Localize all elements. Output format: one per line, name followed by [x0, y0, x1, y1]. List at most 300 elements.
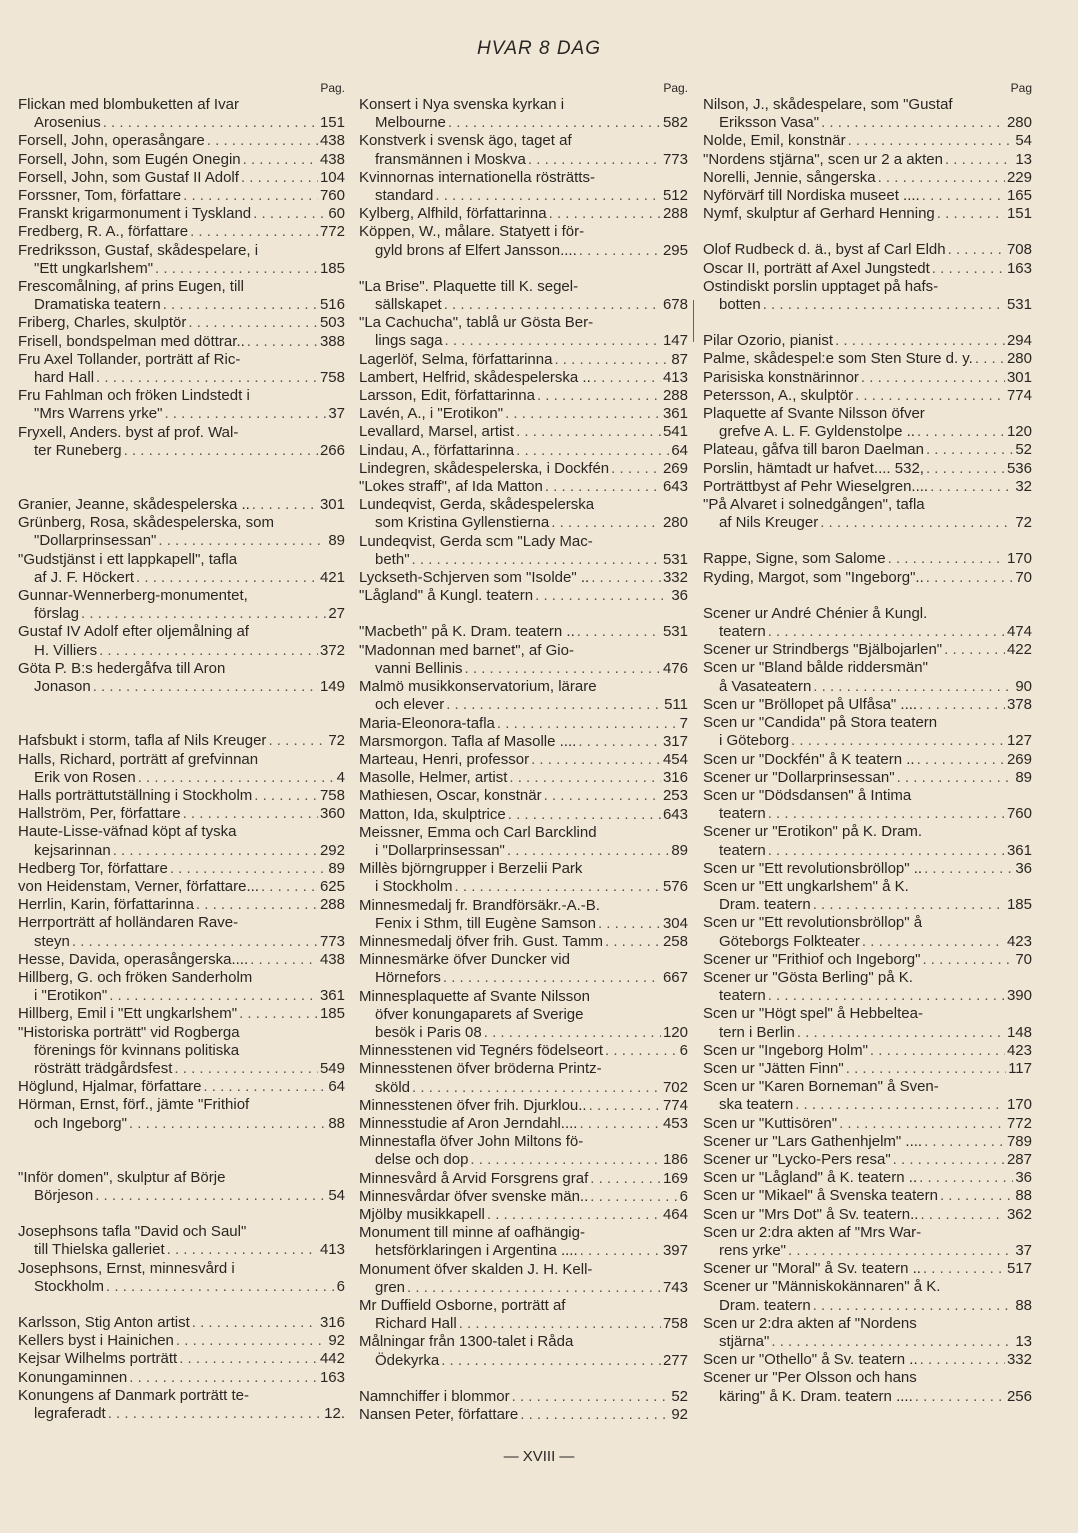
entry-text: Minnesvård å Arvid Forsgrens graf [359, 1169, 589, 1187]
dot-leader [531, 751, 661, 769]
entry-title: Lundeqvist, Gerda, skådespelerska [359, 496, 595, 514]
entry-page-number: 758 [319, 369, 345, 387]
entry-text: beth" [375, 550, 410, 568]
index-entry [359, 169, 688, 205]
entry-page-number: 87 [671, 350, 688, 368]
entry-title: Köppen, W., målare. Statyett i för- [359, 223, 585, 241]
dot-leader [109, 987, 318, 1005]
entry-text: Nyförvärf till Nordiska museet .... [703, 187, 920, 205]
entry-page-number: 390 [1006, 987, 1032, 1005]
entry-text: Minnesstudie af Aron Jerndahl.... [359, 1114, 578, 1132]
entry-title: Scen ur "Candida" på Stora teatern [703, 714, 938, 732]
dot-leader [768, 842, 1005, 860]
entry-title: "Madonnan med barnet", af Gio- [359, 641, 574, 659]
index-entry [359, 1224, 688, 1260]
dot-leader [179, 1350, 318, 1368]
dot-leader [839, 1115, 1005, 1133]
entry-page-number: 702 [662, 1078, 688, 1096]
index-entry [703, 969, 1032, 1005]
index-entry [18, 496, 345, 514]
entry-page-number: 12. [324, 1405, 345, 1422]
entry-title: Kvinnornas internationella rösträtts- [359, 168, 595, 186]
entry-page-number: 92 [328, 1332, 345, 1350]
entry-page-number: 361 [319, 987, 345, 1005]
dot-leader [862, 933, 1005, 951]
entry-page-number: 269 [1006, 750, 1032, 768]
entry-text: Porslin, hämtadt ur hafvet.... 532, [703, 459, 924, 477]
dot-leader [412, 1079, 661, 1097]
index-entry [18, 751, 345, 787]
index-column-1 [18, 80, 345, 1423]
dot-leader [124, 442, 318, 460]
entry-page-number: 72 [328, 732, 345, 750]
index-entry [359, 587, 688, 605]
index-entry [359, 951, 688, 987]
index-entry [359, 1333, 688, 1369]
entry-page-number: 37 [1015, 1241, 1032, 1259]
entry-text: Levallard, Marsel, artist [359, 423, 515, 441]
entry-page-number: 423 [1006, 932, 1032, 950]
entry-page-number: 442 [319, 1350, 345, 1368]
index-entry [703, 441, 1032, 459]
index-entry [18, 514, 345, 550]
index-entry [359, 623, 688, 641]
dot-leader [813, 1297, 1014, 1315]
index-entry [18, 860, 345, 878]
index-entry [359, 405, 688, 423]
entry-page-number: 92 [671, 1406, 688, 1424]
entry-page-number: 70 [1015, 950, 1032, 968]
entry-page-number: 453 [662, 1114, 688, 1132]
dot-leader [797, 1024, 1005, 1042]
entry-page-number: 316 [662, 769, 688, 787]
dot-leader [516, 423, 661, 441]
entry-title: Scen ur "Dödsdansen" å Intima [703, 786, 912, 804]
entry-title: Scen ur "Högt spel" å Hebbeltea- [703, 1005, 923, 1023]
entry-page-number: 772 [319, 223, 345, 241]
index-entry [703, 205, 1032, 223]
dot-leader [579, 242, 661, 260]
index-entry [703, 132, 1032, 150]
dot-leader [549, 205, 661, 223]
index-entry [703, 1115, 1032, 1133]
entry-text: Norelli, Jennie, sångerska [703, 168, 876, 186]
entry-page-number: 280 [1006, 350, 1032, 368]
index-entry [703, 332, 1032, 350]
entry-page-number: 60 [328, 205, 345, 223]
index-column-2 [359, 80, 688, 1424]
entry-page-number: 117 [1008, 1059, 1032, 1077]
dot-leader [520, 1406, 669, 1424]
entry-text: "Lokes straff", af Ida Matton [359, 478, 543, 496]
entry-page-number: 332 [662, 569, 688, 587]
dot-leader [239, 1005, 318, 1023]
entry-page-number: 625 [319, 877, 345, 895]
entry-page-number: 476 [662, 659, 688, 677]
entry-text: sköld [375, 1078, 411, 1096]
entry-page-number: 6 [679, 1187, 688, 1205]
dot-leader [577, 623, 661, 641]
section-gap [703, 587, 1032, 605]
entry-page-number: 304 [662, 914, 688, 932]
entry-title: Scener ur André Chénier å Kungl. [703, 604, 928, 622]
dot-leader [250, 951, 318, 969]
entry-text: steyn [34, 932, 70, 950]
dot-leader [528, 151, 661, 169]
index-entry [703, 1260, 1032, 1278]
entry-title: Scen ur 2:dra akten af "Nordens [703, 1314, 917, 1332]
index-entry [359, 205, 688, 223]
entry-text: Matton, Ida, skulptrice [359, 805, 506, 823]
index-entry [703, 1151, 1032, 1169]
dot-leader [821, 114, 1005, 132]
entry-text: Melbourne [375, 114, 446, 132]
dot-leader [888, 550, 1005, 568]
entry-text: gyld brons af Elfert Jansson.... [375, 241, 577, 259]
entry-text: Hafsbukt i storm, tafla af Nils Kreuger [18, 732, 267, 750]
entry-title: Ostindiskt porslin upptaget på hafs- [703, 277, 939, 295]
index-entry [359, 988, 688, 1043]
entry-page-number: 413 [662, 368, 688, 386]
index-entry [703, 169, 1032, 187]
entry-title: Meissner, Emma och Carl Barcklind [359, 823, 597, 841]
dot-leader [507, 842, 669, 860]
entry-page-number: 438 [319, 132, 345, 150]
dot-leader [920, 1206, 1005, 1224]
index-entry [703, 1078, 1032, 1114]
entry-text: Kellers byst i Hainichen [18, 1332, 174, 1350]
dot-leader [407, 1279, 661, 1297]
dot-leader [254, 787, 318, 805]
index-entry [703, 1278, 1032, 1314]
index-entry [18, 242, 345, 278]
entry-page-number: 104 [319, 168, 345, 186]
entry-page-number: 760 [1006, 805, 1032, 823]
page-header: HVAR 8 DAG [476, 38, 602, 59]
entry-page-number: 6 [336, 1277, 345, 1295]
index-entry [703, 696, 1032, 714]
index-entry [703, 751, 1032, 769]
index-entry [18, 1332, 345, 1350]
index-entry [703, 1351, 1032, 1369]
dot-leader [768, 987, 1005, 1005]
entry-text: Marteau, Henri, professor [359, 750, 530, 768]
entry-title: Scener ur "Erotikon" på K. Dram. [703, 823, 923, 841]
section-gap [703, 314, 1032, 332]
entry-page-number: 464 [662, 1205, 688, 1223]
entry-text: Scen ur "Dockfén" å K teatern .. [703, 750, 915, 768]
dot-leader [813, 678, 1013, 696]
dot-leader [763, 296, 1005, 314]
entry-page-number: 120 [662, 1023, 688, 1041]
entry-text: Dram. teatern [719, 896, 811, 914]
entry-text: Scener ur "Dollarprinsessan" [703, 768, 895, 786]
index-entry [703, 1315, 1032, 1351]
dot-leader [448, 114, 661, 132]
entry-title: Josephsons, Ernst, minnesvård i [18, 1259, 235, 1277]
entry-title: Scener ur "Människokännaren" å K. [703, 1278, 941, 1296]
entry-title: Fryxell, Anders. byst af prof. Wal- [18, 423, 239, 441]
section-gap [703, 532, 1032, 550]
entry-page-number: 360 [319, 805, 345, 823]
dot-leader [768, 623, 1005, 641]
entry-page-number: 397 [662, 1242, 688, 1260]
entry-title: Scen ur "Bland bålde riddersmän" [703, 659, 928, 677]
entry-page-number: 438 [319, 950, 345, 968]
dot-leader [129, 1115, 326, 1133]
dot-leader [261, 878, 318, 896]
index-entry [703, 1005, 1032, 1041]
entry-page-number: 517 [1006, 1260, 1032, 1278]
dot-leader [99, 642, 318, 660]
entry-text: Granier, Jeanne, skådespelerska .. [18, 496, 250, 514]
entry-text: Lagerlöf, Selma, författarinna [359, 350, 553, 368]
index-entry [359, 278, 688, 314]
entry-page-number: 536 [1006, 459, 1032, 477]
index-entry [18, 587, 345, 623]
entry-page-number: 421 [319, 568, 345, 586]
index-entry [18, 969, 345, 1005]
dot-leader [813, 896, 1005, 914]
entry-title: Monument till minne af oafhängig- [359, 1224, 585, 1242]
index-entry [18, 132, 345, 150]
index-entry [703, 405, 1032, 441]
dot-leader [848, 132, 1014, 150]
entry-text: Scener ur "Lars Gathenhjelm" .... [703, 1132, 923, 1150]
entry-page-number: 758 [662, 1315, 688, 1333]
dot-leader [544, 787, 661, 805]
entry-text: Karlsson, Stig Anton artist [18, 1313, 190, 1331]
entry-text: Namnchiffer i blommor [359, 1387, 510, 1405]
entry-text: stjärna" [719, 1333, 770, 1350]
entry-page-number: 743 [662, 1278, 688, 1296]
index-entry [18, 1078, 345, 1096]
entry-text: Forssner, Tom, författare [18, 187, 182, 205]
entry-page-number: 760 [319, 187, 345, 205]
index-entry [18, 333, 345, 351]
entry-page-number: 280 [1006, 114, 1032, 132]
dot-leader [788, 1242, 1013, 1260]
entry-page-number: 531 [1006, 296, 1032, 314]
index-entry [703, 260, 1032, 278]
entry-text: Hörnefors [375, 969, 441, 987]
entry-text: Petersson, A., skulptör [703, 386, 854, 404]
entry-page-number: 163 [1006, 259, 1032, 277]
entry-text: teatern [719, 805, 766, 823]
entry-text: Olof Rudbeck d. ä., byst af Carl Eldh [703, 241, 946, 259]
index-entry [359, 478, 688, 496]
entry-page-number: 512 [662, 187, 688, 205]
entry-title: Fredriksson, Gustaf, skådespelare, i [18, 241, 259, 259]
dot-leader [791, 732, 1005, 750]
entry-text: Nansen Peter, författare [359, 1406, 519, 1424]
dot-leader [944, 641, 1005, 659]
dot-leader [444, 296, 661, 314]
entry-title: Lundeqvist, Gerda scm "Lady Mac- [359, 532, 593, 550]
dot-leader [771, 1333, 1013, 1351]
dot-leader [190, 223, 318, 241]
section-gap [18, 696, 345, 732]
index-column-3 [703, 80, 1032, 1406]
entry-text: Scen ur "Ett revolutionsbröllop" .. [703, 859, 923, 877]
dot-leader [192, 1314, 318, 1332]
dot-leader [593, 369, 661, 387]
entry-text: Forsell, John, som Gustaf II Adolf [18, 168, 239, 186]
entry-text: Scener ur "Lycko-Pers resa" [703, 1150, 891, 1168]
entry-text: Hallström, Per, författare [18, 805, 181, 823]
dot-leader [923, 1260, 1005, 1278]
dot-leader [158, 532, 326, 550]
entry-page-number: 774 [1006, 386, 1032, 404]
index-entry [359, 569, 688, 587]
entry-page-number: 292 [319, 841, 345, 859]
entry-text: Fredberg, R. A., författare [18, 223, 189, 241]
entry-title: Fru Axel Tollander, porträtt af Ric- [18, 350, 241, 368]
index-entry [703, 1060, 1032, 1078]
dot-leader [975, 350, 1005, 368]
index-entry [18, 278, 345, 314]
entry-title: Gunnar-Wennerberg-monumentet, [18, 587, 248, 605]
index-entry [18, 732, 345, 750]
entry-title: Scen ur "Karen Borneman" å Sven- [703, 1078, 939, 1096]
entry-text: Scener ur Strindbergs "Bjälbojarlen" [703, 641, 943, 659]
entry-text: Dram. teatern [719, 1296, 811, 1314]
entry-text: standard [375, 187, 434, 205]
entry-page-number: 88 [1015, 1187, 1032, 1205]
entry-text: rösträtt trädgårdsfest [34, 1059, 173, 1077]
entry-text: Larsson, Edit, författarinna [359, 387, 535, 405]
dot-leader [138, 769, 335, 787]
dot-leader [516, 442, 669, 460]
entry-text: Scener ur "Frithiof och Ingeborg" [703, 950, 921, 968]
index-entry [18, 896, 345, 914]
entry-text: Minnesvårdar öfver svenske män.. [359, 1187, 589, 1205]
entry-title: Fru Fahlman och fröken Lindstedt i [18, 387, 250, 405]
entry-text: i "Erotikon" [34, 987, 108, 1005]
dot-leader [176, 1332, 326, 1350]
entry-page-number: 90 [1015, 677, 1032, 695]
entry-continuation: öfver konungaparets af Sverige [375, 1005, 584, 1023]
index-entry [18, 169, 345, 187]
entry-title: Josephsons tafla "David och Saul" [18, 1223, 247, 1241]
entry-text: Minnesstenen öfver frih. Djurklou.. [359, 1096, 587, 1114]
index-entry [359, 897, 688, 933]
entry-text: Nymf, skulptur af Gerhard Henning [703, 205, 935, 223]
page-column-label: Pag [1010, 81, 1032, 95]
entry-text: tern i Berlin [719, 1023, 795, 1041]
entry-text: Arosenius [34, 114, 101, 132]
dot-leader [589, 1097, 661, 1115]
entry-text: teatern [719, 841, 766, 859]
dot-leader [103, 114, 318, 132]
entry-text: Scen ur "Othello" å Sv. teatern .. [703, 1351, 918, 1369]
dot-leader [897, 769, 1014, 787]
index-entry [703, 550, 1032, 568]
entry-text: förslag [34, 605, 80, 623]
entry-text: Maria-Eleonora-tafla [359, 714, 495, 732]
index-entry [703, 914, 1032, 950]
index-entry [703, 278, 1032, 314]
section-gap [18, 1133, 345, 1169]
dot-leader [441, 1352, 661, 1370]
index-entry [703, 951, 1032, 969]
entry-title: Hörman, Ernst, förf., jämte "Frithiof [18, 1096, 250, 1114]
entry-text: sällskapet [375, 296, 442, 314]
entry-text: "Lågland" å Kungl. teatern [359, 587, 534, 605]
entry-title: "Gudstjänst i ett lappkapell", tafla [18, 550, 238, 568]
entry-page-number: 13 [1015, 1333, 1032, 1350]
entry-text: ska teatern [719, 1096, 794, 1114]
entry-text: Kylberg, Alfhild, författarinna [359, 205, 547, 223]
dot-leader [465, 660, 661, 678]
entry-page-number: 89 [671, 841, 688, 859]
dot-leader [915, 1388, 1005, 1406]
index-entry [703, 1042, 1032, 1060]
index-entry [18, 1096, 345, 1132]
entry-page-number: 256 [1006, 1387, 1032, 1405]
entry-title: Scen ur "Ett revolutionsbröllop" å [703, 914, 923, 932]
entry-title: Minnesplaquette af Svante Nilsson [359, 987, 590, 1005]
entry-text: Lavén, A., i "Erotikon" [359, 405, 504, 423]
entry-title: Plaquette af Svante Nilsson öfver [703, 405, 925, 423]
dot-leader [106, 1278, 335, 1296]
index-entry [359, 733, 688, 751]
index-entry [359, 442, 688, 460]
dot-leader [554, 351, 669, 369]
index-entry [703, 1187, 1032, 1205]
index-entry [18, 787, 345, 805]
index-entry [18, 351, 345, 387]
dot-leader [545, 478, 661, 496]
dot-leader [72, 933, 318, 951]
index-entry [18, 424, 345, 460]
entry-page-number: 413 [319, 1241, 345, 1259]
dot-leader [861, 369, 1005, 387]
entry-page-number: 378 [1006, 695, 1032, 713]
entry-page-number: 423 [1006, 1041, 1032, 1059]
index-entry [18, 1169, 345, 1205]
entry-text: legraferadt [34, 1405, 106, 1422]
index-entry [359, 1297, 688, 1333]
entry-page-number: 266 [319, 441, 345, 459]
entry-title: Monument öfver skalden J. H. Kell- [359, 1260, 593, 1278]
entry-text: "Ett ungkarlshem" [34, 259, 154, 277]
entry-text: besök i Paris 08 [375, 1023, 482, 1041]
dot-leader [917, 751, 1005, 769]
dot-leader [497, 715, 678, 733]
dot-leader [930, 478, 1013, 496]
index-entry [359, 1261, 688, 1297]
dot-leader [247, 333, 318, 351]
dot-leader [948, 241, 1005, 259]
entry-page-number: 438 [319, 150, 345, 168]
entry-text: lings saga [375, 332, 443, 350]
entry-text: ter Runeberg [34, 441, 122, 459]
entry-page-number: 64 [328, 1078, 345, 1096]
entry-text: "Nordens stjärna", scen ur 2 a akten [703, 150, 943, 168]
entry-title: Minnesmedalj fr. Brandförsäkr.-A.-B. [359, 896, 600, 914]
entry-text: i Göteborg [719, 732, 790, 750]
dot-leader [820, 514, 1013, 532]
section-gap [18, 1205, 345, 1223]
entry-title: Göta P. B:s hedergåfva till Aron [18, 659, 226, 677]
entry-page-number: 516 [319, 296, 345, 314]
section-gap [359, 605, 688, 623]
entry-title: Hillberg, G. och fröken Sanderholm [18, 968, 253, 986]
entry-text: Hedberg Tor, författare [18, 859, 168, 877]
entry-title: Flickan med blombuketten af Ivar [18, 96, 239, 113]
index-entry [359, 223, 688, 259]
